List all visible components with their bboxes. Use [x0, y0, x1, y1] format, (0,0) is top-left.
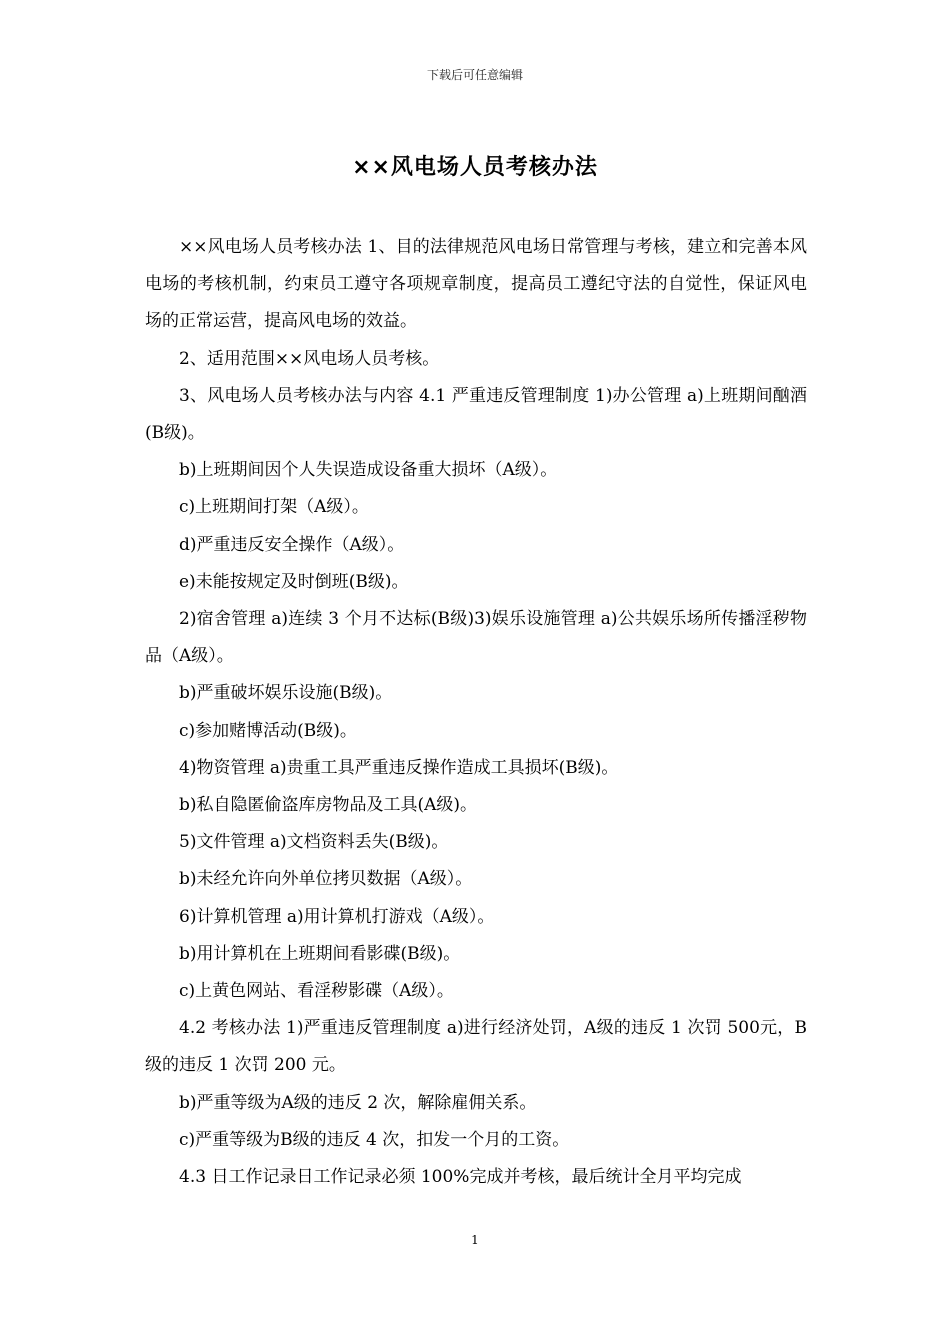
paragraph: c)上班期间打架（A级）。 — [179, 497, 369, 518]
document-body — [145, 229, 807, 1196]
paragraph: 4)物资管理 a)贵重工具严重违反操作造成工具损坏(B级)。 — [179, 757, 619, 778]
paragraph: 5)文件管理 a)文档资料丢失(B级)。 — [179, 832, 449, 853]
page-header: 下载后可任意编辑 — [426, 68, 523, 82]
paragraph: 3、风电场人员考核办法与内容 4.1 严重违反管理制度 1)办公管理 a)上班期间酗酒(B级)。 — [145, 385, 807, 444]
paragraph: b)严重等级为A级的违反 2 次，解除雇佣关系。 — [179, 1092, 537, 1113]
paragraph: c)参加赌博活动(B级)。 — [179, 720, 357, 741]
paragraph: b)用计算机在上班期间看影碟(B级)。 — [179, 943, 461, 964]
paragraph: d)严重违反安全操作（A级）。 — [179, 534, 405, 555]
paragraph: e)未能按规定及时倒班(B级)。 — [179, 571, 409, 592]
page-number: 1 — [471, 1233, 479, 1247]
paragraph: 2、适用范围××风电场人员考核。 — [179, 348, 440, 369]
paragraph: b)私自隐匿偷盗库房物品及工具(A级)。 — [179, 795, 478, 816]
paragraph: b)严重破坏娱乐设施(B级)。 — [179, 683, 393, 704]
paragraph: b)未经允许向外单位拷贝数据（A级）。 — [179, 869, 473, 890]
paragraph: b)上班期间因个人失误造成设备重大损坏（A级）。 — [179, 460, 558, 481]
paragraph: c)严重等级为B级的违反 4 次，扣发一个月的工资。 — [179, 1129, 570, 1150]
document-title: ××风电场人员考核办法 — [352, 155, 598, 180]
paragraph: 4.2 考核办法 1)严重违反管理制度 a)进行经济处罚，A级的违反 1 次罚 500元，B级的违反 1 次罚 200 元。 — [145, 1018, 807, 1076]
paragraph: 6)计算机管理 a)用计算机打游戏（A级）。 — [179, 906, 495, 927]
paragraph: 4.3 日工作记录日工作记录必须 100%完成并考核，最后统计全月平均完成 — [179, 1167, 742, 1188]
paragraph: ××风电场人员考核办法 1、目的法律规范风电场日常管理与考核，建立和完善本风电场的考核机制，约束员工遵守各项规章制度，提高员工遵纪守法的自觉性，保证风电场的正常运营，提高风电场的效益。 — [145, 237, 807, 332]
paragraph: c)上黄色网站、看淫秽影碟（A级）。 — [179, 981, 454, 1002]
paragraph: 2)宿舍管理 a)连续 3 个月不达标(B级)3)娱乐设施管理 a)公共娱乐场所传播淫秽物品（A级）。 — [145, 609, 807, 667]
